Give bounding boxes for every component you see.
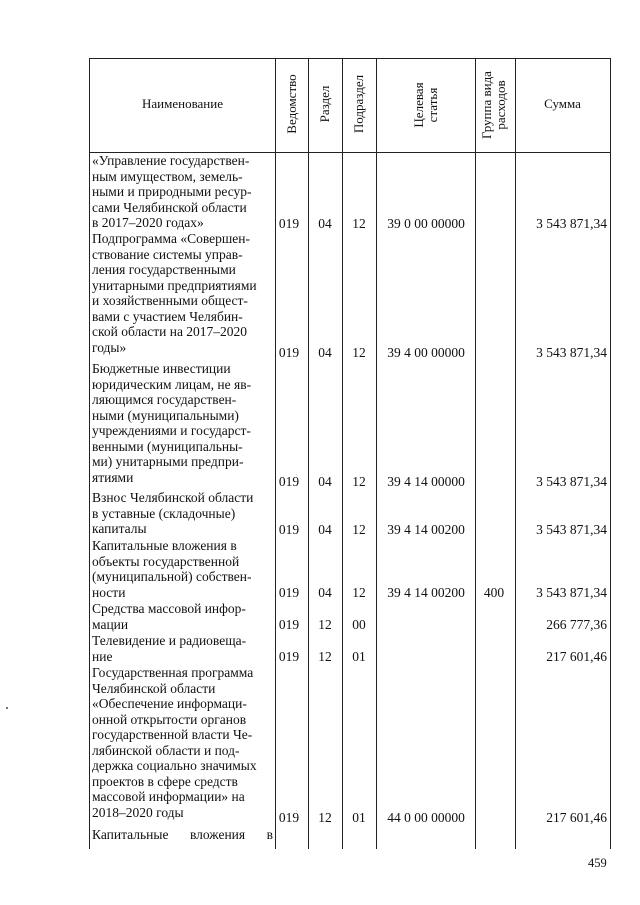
row-celevaya: 39 4 14 00000 bbox=[387, 474, 465, 489]
row-ved: 019 bbox=[278, 585, 300, 600]
col-divider bbox=[275, 59, 276, 849]
header-gruppa: Группа вида расходов bbox=[479, 71, 508, 139]
header-summa: Сумма bbox=[544, 96, 581, 111]
page-number: 459 bbox=[588, 856, 607, 870]
scan-speck bbox=[6, 707, 8, 709]
row-razdel: 12 bbox=[318, 617, 332, 632]
row-razdel: 04 bbox=[318, 474, 332, 489]
col-divider bbox=[308, 59, 309, 849]
row-gruppa: 400 bbox=[483, 585, 505, 600]
col-divider bbox=[342, 59, 343, 849]
header-celevaya: Целевая статья bbox=[411, 82, 440, 128]
row-celevaya: 44 0 00 00000 bbox=[387, 810, 465, 825]
row-summa: 217 601,46 bbox=[546, 649, 607, 664]
header-ved: Ведомство bbox=[284, 74, 299, 134]
row-podrazdel: 12 bbox=[352, 345, 366, 360]
row-podrazdel: 12 bbox=[352, 474, 366, 489]
budget-table bbox=[89, 58, 611, 849]
row-name: Телевидение и радиовеща- ние bbox=[92, 633, 247, 664]
row-summa: 266 777,36 bbox=[546, 617, 607, 632]
row-razdel: 04 bbox=[318, 522, 332, 537]
col-divider bbox=[475, 59, 476, 849]
col-divider bbox=[376, 59, 377, 849]
row-ved: 019 bbox=[278, 810, 300, 825]
row-name: Средства массовой инфор- мации bbox=[92, 601, 246, 632]
row-razdel: 04 bbox=[318, 216, 332, 231]
row-summa: 217 601,46 bbox=[546, 810, 607, 825]
row-summa: 3 543 871,34 bbox=[536, 474, 607, 489]
row-celevaya: 39 4 14 00200 bbox=[387, 522, 465, 537]
row-summa: 3 543 871,34 bbox=[536, 522, 607, 537]
row-ved: 019 bbox=[278, 216, 300, 231]
row-ved: 019 bbox=[278, 345, 300, 360]
row-razdel: 12 bbox=[318, 810, 332, 825]
header-podrazdel: Подраздел bbox=[351, 74, 366, 134]
col-divider bbox=[515, 59, 516, 849]
row-name: Государственная программа Челябинской области «Обеспечение информаци- онной открытости органов государственной власти Че- лябинской области и под- держка социально значимых проектов в сфере средств массовой информации» на 2018–2020 годы bbox=[92, 665, 257, 820]
row-name: Взнос Челябинской области в уставные (складочные) капиталы bbox=[92, 490, 254, 536]
row-podrazdel: 01 bbox=[352, 649, 366, 664]
row-razdel: 04 bbox=[318, 345, 332, 360]
row-name: «Управление государствен- ным имуществом, земель- ными и природными ресур- сами Челябинской области в 2017–2020 годах» bbox=[92, 153, 252, 230]
row-ved: 019 bbox=[278, 649, 300, 664]
row-ved: 019 bbox=[278, 522, 300, 537]
row-name: Капитальные вложения в объекты государственной (муниципальной) собствен- ности bbox=[92, 538, 252, 600]
header-razdel: Раздел bbox=[317, 85, 332, 123]
row-celevaya: 39 0 00 00000 bbox=[387, 216, 465, 231]
row-ved: 019 bbox=[278, 474, 300, 489]
row-podrazdel: 12 bbox=[352, 522, 366, 537]
row-name: Бюджетные инвестиции юридическим лицам, не яв- ляющимся государствен- ными (муниципальными) учреждениями и государст- венными (муниципальны- ми) унитарными предпри- ятиями bbox=[92, 361, 252, 485]
row-summa: 3 543 871,34 bbox=[536, 345, 607, 360]
row-podrazdel: 01 bbox=[352, 810, 366, 825]
row-razdel: 12 bbox=[318, 649, 332, 664]
row-celevaya: 39 4 14 00200 bbox=[387, 585, 465, 600]
row-summa: 3 543 871,34 bbox=[536, 216, 607, 231]
row-podrazdel: 12 bbox=[352, 585, 366, 600]
row-ved: 019 bbox=[278, 617, 300, 632]
header-name: Наименование bbox=[142, 96, 223, 111]
row-name: Подпрограмма «Совершен- ствование системы управ- ления государственными унитарными предприятиями и хозяйственными общест- вами с участием Челябин- ской области на 2017–2020 годы» bbox=[92, 231, 257, 355]
row-razdel: 04 bbox=[318, 585, 332, 600]
row-name: Капитальные вложения в bbox=[92, 827, 273, 842]
row-podrazdel: 00 bbox=[352, 617, 366, 632]
row-summa: 3 543 871,34 bbox=[536, 585, 607, 600]
row-podrazdel: 12 bbox=[352, 216, 366, 231]
row-celevaya: 39 4 00 00000 bbox=[387, 345, 465, 360]
